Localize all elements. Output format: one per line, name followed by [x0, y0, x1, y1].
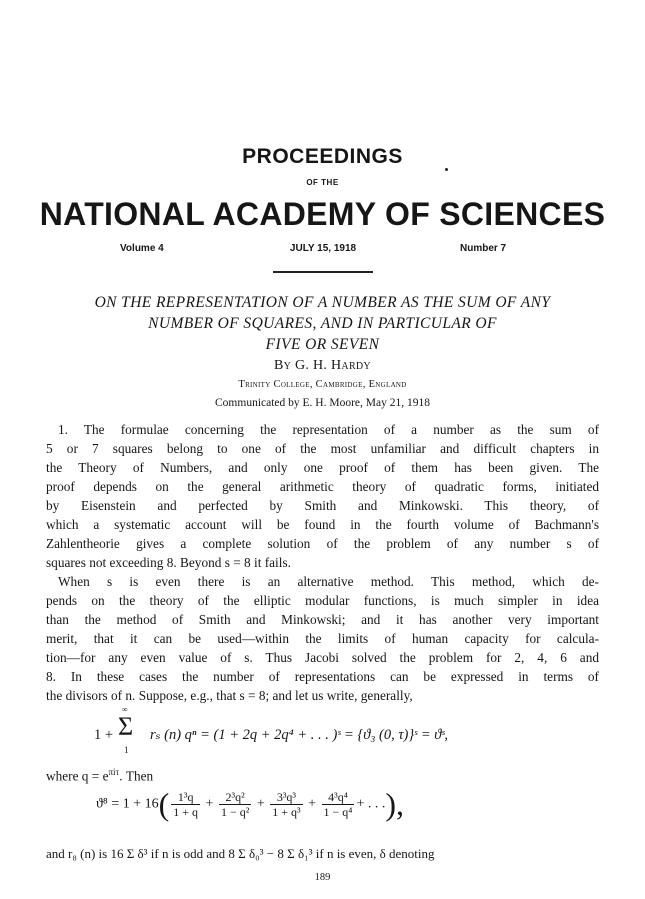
- body-line: Zahlentheorie gives a complete solution of the problem of any number s of: [46, 536, 599, 551]
- body-line: squares not exceeding 8. Beyond s = 8 it fails.: [46, 555, 291, 570]
- body-line: the divisors of n. Suppose, e.g., that s = 8; and let us write, generally,: [46, 688, 413, 703]
- body-line: proof depends on the general arithmetic theory of quadratic forms, initiated: [46, 479, 599, 494]
- article-title-line-3: FIVE OR SEVEN: [265, 336, 380, 353]
- volume-label: Volume 4: [120, 243, 164, 254]
- issue-number: Number 7: [460, 243, 507, 254]
- fraction-numerator: 3³q³: [270, 790, 302, 805]
- fraction-denominator: 1 + q³: [272, 804, 301, 819]
- body-line: the Theory of Numbers, and only one proof of them has been given. The: [46, 460, 599, 475]
- fraction-numerator: 1³q: [171, 790, 200, 805]
- body-line: tion—for any even value of s. Thus Jacobi solved the problem for 2, 4, 6 and: [46, 650, 599, 665]
- of-the-label: OF THE: [306, 178, 339, 187]
- fraction-denominator: 1 − q⁴: [323, 804, 353, 819]
- equation-2: ϑ⁸ = 1 + 16( $\frac{\text{1³q}}{1 + q}$ + $\frac{\text{2³q²}}{\text{1 − q²}}$ + $\frac{\text{3³q³}}{\text{1 + q³}}$ + $\frac{\text{4³q⁴}}{\text{1 − q⁴}}$ + . . .),: [96, 786, 405, 822]
- fraction-term: [171, 790, 200, 820]
- journal-name: PROCEEDINGS: [242, 145, 403, 168]
- fraction-term: [219, 790, 251, 820]
- body-line: 5 or 7 squares belong to one of the most unfamiliar and difficult chapters in: [46, 441, 599, 456]
- final-body-line: and r₈ (n) is 16 Σ δ³ if n is odd and 8 Σ δ₀³ − 8 Σ δ₁³ if n is even, δ denoting: [46, 846, 435, 861]
- body-line: by Eisenstein and perfected by Smith and Minkowski. This theory, of: [46, 498, 599, 513]
- body-line: 1. The formulae concerning the representation of a number as the sum of: [58, 422, 599, 437]
- summation-lower-limit: 1: [124, 745, 129, 755]
- author-byline: By G. H. Hardy: [274, 358, 371, 373]
- fraction-term: [270, 790, 302, 820]
- article-title-line-2: NUMBER OF SQUARES, AND IN PARTICULAR OF: [148, 315, 497, 332]
- equation-1-lead: 1 +: [94, 727, 114, 743]
- summation-upper-limit: ∞: [122, 705, 128, 714]
- where-prefix: where q = e: [46, 768, 109, 784]
- body-line: pends on the theory of the elliptic modular functions, is much simpler in idea: [46, 593, 599, 608]
- fraction-denominator: 1 + q: [173, 804, 199, 819]
- print-speck: [445, 168, 448, 171]
- fraction-numerator: 2³q²: [219, 790, 251, 805]
- header-rule: [273, 271, 373, 273]
- where-exponent: πiτ: [108, 767, 120, 777]
- body-line: When s is even there is an alternative method. This method, which de-: [58, 574, 599, 589]
- communicated-by: Communicated by E. H. Moore, May 21, 1918: [215, 397, 430, 409]
- journal-title: NATIONAL ACADEMY OF SCIENCES: [39, 196, 606, 232]
- fraction-denominator: 1 − q²: [220, 804, 250, 819]
- issue-date: JULY 15, 1918: [289, 243, 357, 254]
- series-continuation: + . . .: [356, 796, 386, 812]
- where-line: [46, 767, 153, 784]
- fraction-numerator: 4³q⁴: [322, 790, 355, 805]
- page-number: 189: [314, 872, 331, 883]
- equation-2-lead: ϑ⁸ = 1 + 16: [96, 796, 159, 812]
- author-affiliation: Trinity College, Cambridge, England: [238, 379, 407, 390]
- summation-sign: Σ: [118, 712, 134, 741]
- body-line: than the method of Smith and Minkowski; and it has another very important: [46, 612, 599, 627]
- body-line: which a systematic account will be found in the fourth volume of Bachmann's: [46, 517, 599, 532]
- equation-1-body: rₛ (n) qⁿ = (1 + 2q + 2q⁴ + . . . )ˢ = {ϑ₃ (0, τ)}ˢ = ϑˢ,: [150, 727, 449, 743]
- close-paren: ),: [385, 786, 405, 822]
- where-suffix: . Then: [119, 768, 154, 784]
- open-paren: (: [158, 786, 170, 822]
- body-line: 8. In these cases the number of representations can be expressed in terms of: [46, 669, 599, 684]
- article-title-line-1: ON THE REPRESENTATION OF A NUMBER AS THE SUM OF ANY: [94, 294, 551, 311]
- body-line: merit, that it can be used—within the limits of human capacity for calcula-: [46, 631, 599, 646]
- fraction-term: [322, 790, 355, 820]
